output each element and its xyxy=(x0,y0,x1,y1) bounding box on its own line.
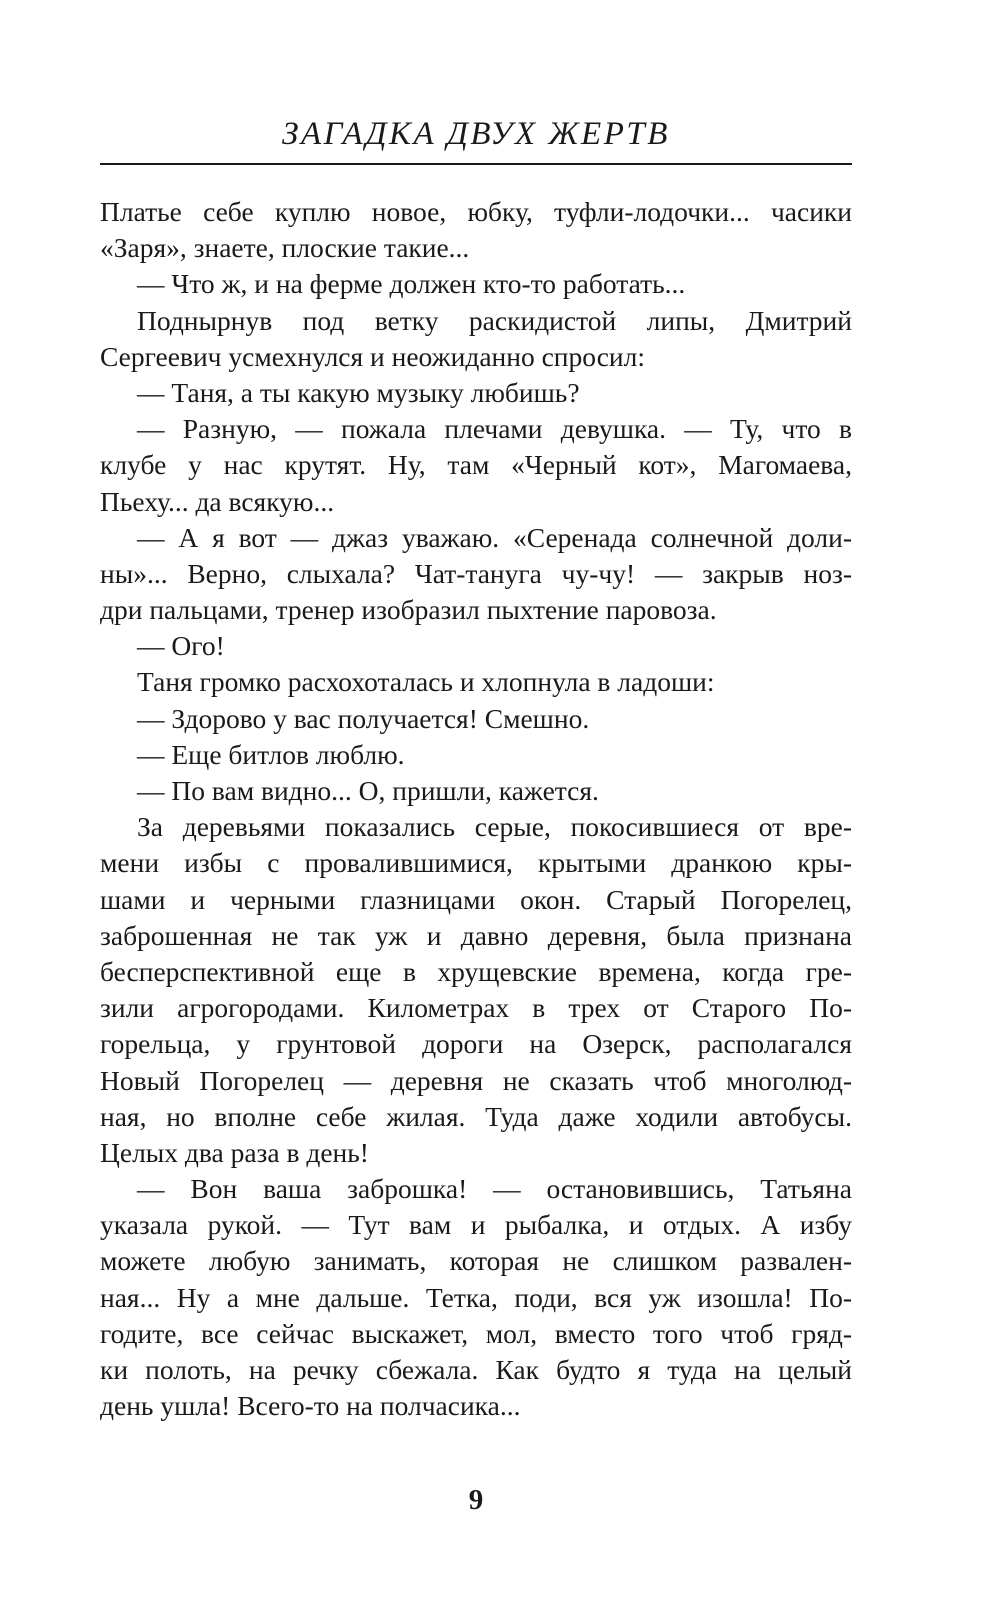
text-line: можете любую занимать, которая не слишком развален- xyxy=(100,1245,852,1277)
text-line: шами и черными глазницами окон. Старый Погорелец, xyxy=(100,883,852,915)
text-line: годите, все сейчас выскажет, мол, вместо того чтоб гряд- xyxy=(100,1317,852,1349)
running-title: ЗАГАДКА ДВУХ ЖЕРТВ xyxy=(282,116,670,152)
text-line: — Вон ваша заброшка! — остановившись, Татьяна xyxy=(137,1173,852,1205)
text-line: — По вам видно... О, пришли, кажется. xyxy=(137,775,599,806)
text-line: — Ого! xyxy=(137,630,225,662)
text-line: — Что ж, и на ферме должен кто-то работать... xyxy=(137,268,686,300)
text-line: Целых два раза в день! xyxy=(100,1136,369,1168)
text-line: Сергеевич усмехнулся и неожиданно спросил: xyxy=(100,340,645,372)
text-line: зили агрогородами. Километрах в трех от Старого По- xyxy=(100,992,852,1024)
text-line: — Еще битлов люблю. xyxy=(137,738,405,770)
text-line: Поднырнув под ветку раскидистой липы, Дмитрий xyxy=(137,304,852,336)
body-text xyxy=(100,194,852,1424)
text-line: — А я вот — джаз уважаю. «Серенада солнечной доли- xyxy=(137,521,852,553)
text-line: — Таня, а ты какую музыку любишь? xyxy=(137,376,580,408)
text-line: мени избы с провалившимися, крытыми дранкою кры- xyxy=(100,847,852,879)
text-line: клубе у нас крутят. Ну, там «Черный кот», Магомаева, xyxy=(100,449,852,481)
text-line: ная, но вполне себе жилая. Туда даже ходили автобусы. xyxy=(100,1100,852,1132)
text-line: горельца, у грунтовой дороги на Озерск, располагался xyxy=(100,1028,852,1060)
text-line: Таня громко расхохоталась и хлопнула в ладоши: xyxy=(137,666,715,698)
text-line: — Здорово у вас получается! Смешно. xyxy=(137,702,590,734)
text-line: указала рукой. — Тут вам и рыбалка, и отдых. А избу xyxy=(100,1209,852,1241)
text-line: ны»... Верно, слыхала? Чат-тануга чу-чу! — закрыв ноз- xyxy=(100,557,852,589)
header-rule xyxy=(100,163,852,165)
text-line: дри пальцами, тренер изобразил пыхтение паровоза. xyxy=(100,594,717,626)
text-line: «Заря», знаете, плоские такие... xyxy=(100,232,470,264)
text-line: За деревьями показались серые, покосившиеся от вре- xyxy=(137,811,852,843)
text-line: ки полоть, на речку сбежала. Как будто я туда на целый xyxy=(100,1354,852,1385)
text-line: — Разную, — пожала плечами девушка. — Ту, что в xyxy=(137,413,852,445)
text-line: день ушла! Всего-то на полчасика... xyxy=(100,1390,521,1422)
text-line: заброшенная не так уж и давно деревня, была признана xyxy=(100,919,852,951)
text-line: Пьеху... да всякую... xyxy=(100,485,335,517)
text-line: ная... Ну а мне дальше. Тетка, поди, вся уж изошла! По- xyxy=(100,1281,852,1313)
text-line: Новый Погорелец — деревня не сказать чтоб многолюд- xyxy=(100,1064,852,1096)
text-line: Платье себе куплю новое, юбку, туфли-лодочки... часики xyxy=(100,196,852,227)
text-line: бесперспективной еще в хрущевские времена, когда гре- xyxy=(100,955,852,987)
page-number: 9 xyxy=(468,1484,484,1516)
